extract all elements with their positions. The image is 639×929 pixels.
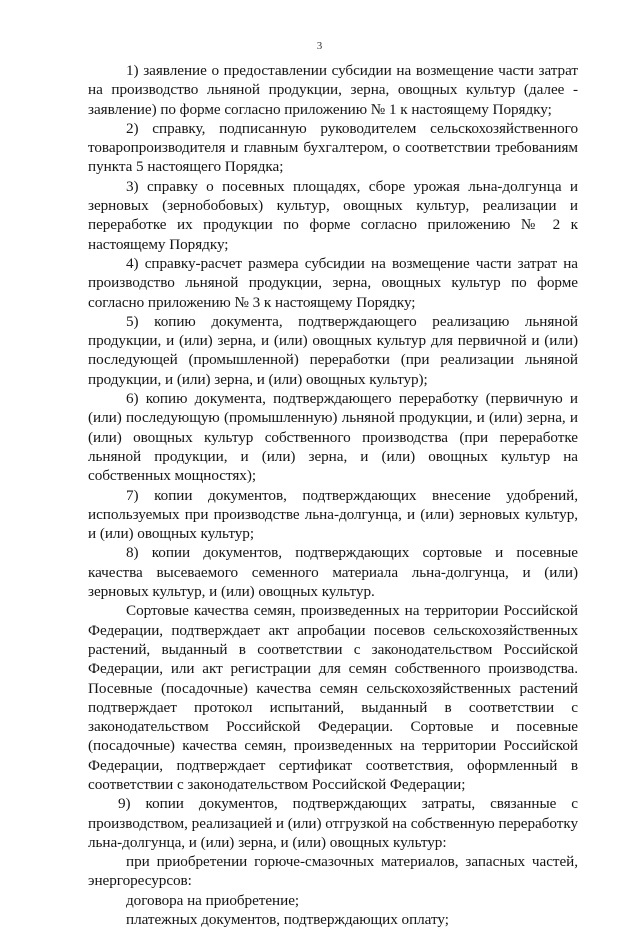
paragraph-fuel-purchase: при приобретении горюче-смазочных материалов, запасных частей, энергоресурсов: [88,853,578,890]
paragraph-item-3: 3) справку о посевных площадях, сборе урожая льна-долгунца и зерновых (зернобобовых) культур, овощных культур, реализации и переработке их продукции по форме согласно приложению № 2 к настоящему Порядку; [88,177,578,253]
paragraph-item-9: 9) копии документов, подтверждающих затраты, связанные с производством, реализацией и (или) отгрузкой на собственную переработку льна-долгунца, и (или) зерна, и (или) овощных культур: [88,795,578,851]
paragraph-purchase-contract: договора на приобретение; [126,891,300,909]
paragraph-item-1: 1) заявление о предоставлении субсидии на возмещение части затрат на производство льняной продукции, зерна, овощных культур (далее - заявление) по форме согласно приложению № 1 к настоящему Порядку; [88,62,578,118]
paragraph-item-6: 6) копию документа, подтверждающего переработку (первичную и (или) последующую (промышленную) льняной продукции, и (или) зерна, и (или) овощных культур собственного производства (при переработке льняной продукции, и (или) зерна, и (или) овощных культур на собственных мощностях); [88,390,578,485]
paragraph-payment-documents: платежных документов, подтверждающих оплату; [126,911,449,929]
paragraph-item-2: 2) справку, подписанную руководителем сельскохозяйственного товаропроизводителя и главным бухгалтером, о соответствии требованиям пункта 5 настоящего Порядка; [88,119,578,176]
paragraph-item-8: 8) копии документов, подтверждающих сортовые и посевные качества высеваемого семенного материала льна-долгунца, и (или) зерновых культур, и (или) овощных культур. [88,544,578,601]
paragraph-seed-quality: Сортовые качества семян, произведенных на территории Российской Федерации, подтверждает акт апробации посевов сельскохозяйственных растений, выданный в соответствии с законодательством Российской Федерации, или акт регистрации для семян собственного производства. Посевные (посадочные) качества семян сельскохозяйственных растений подтверждает протокол испытаний, выданный в соответствии с законодательством Российской Федерации. Сортовые и посевные (посадочные) качества семян, произведенных на территории Российской Федерации, подтверждает сертификат соответствия, оформленный в соответствии с законодательством Российской Федерации; [88,602,578,793]
paragraph-item-4: 4) справку-расчет размера субсидии на возмещение части затрат на производство льняной продукции, зерна, овощных культур по форме согласно приложению № 3 к настоящему Порядку; [88,254,578,311]
document-body [88,61,578,929]
paragraph-item-5: 5) копию документа, подтверждающего реализацию льняной продукции, и (или) зерна, и (или) овощных культур для первичной и (или) последующей (промышленной) переработки (при реализации льняной продукции, и (или) зерна, и (или) овощных культур); [88,312,578,388]
page-number: 3 [316,40,323,52]
paragraph-item-7: 7) копии документов, подтверждающих внесение удобрений, используемых при производстве льна-долгунца, и (или) зерновых культур, и (или) овощных культур; [88,486,578,543]
